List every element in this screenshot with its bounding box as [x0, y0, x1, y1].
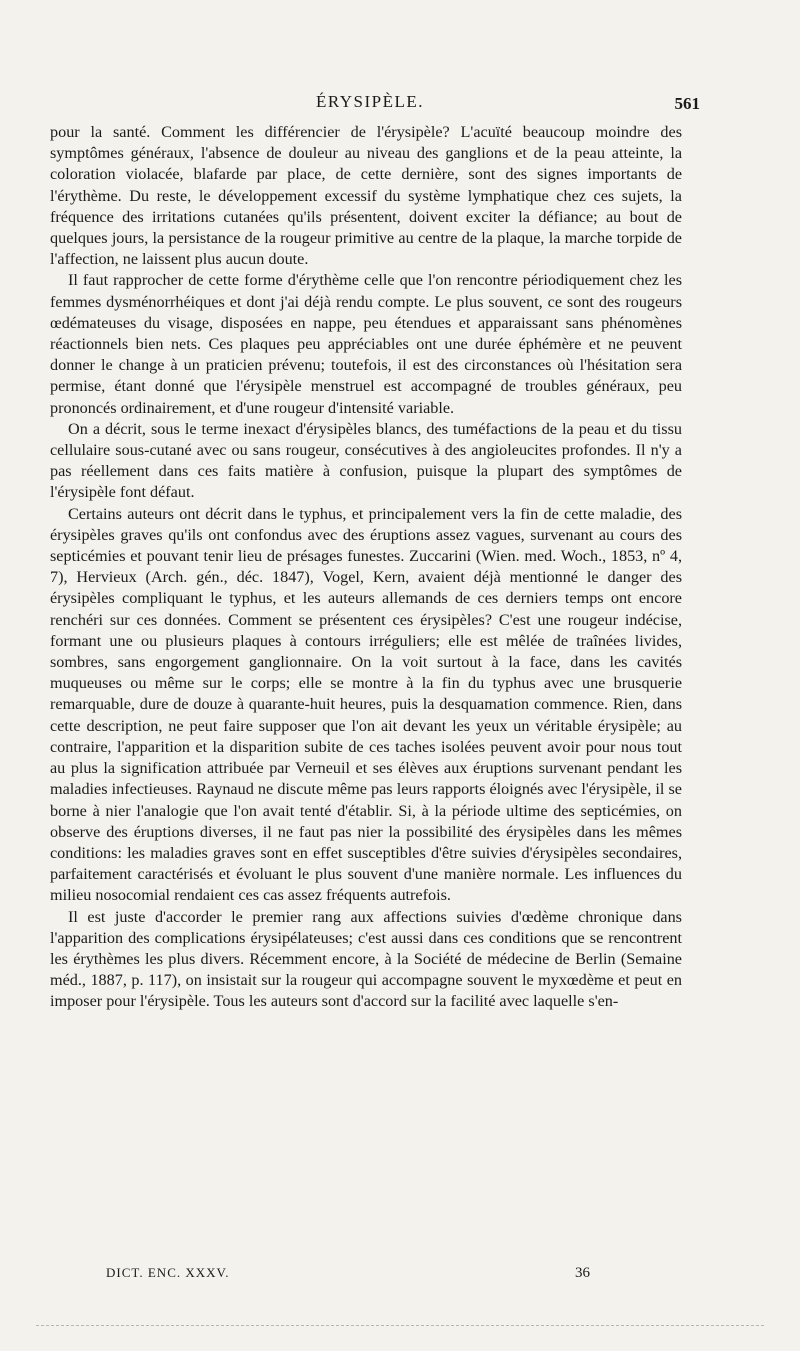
body-text [50, 122, 682, 1013]
page-number: 561 [674, 94, 700, 113]
paragraph: On a décrit, sous le terme inexact d'érysipèles blancs, des tuméfactions de la peau et du tissu cellulaire sous-cutané avec ou sans rougeur, consécutives à des angioleucites profondes. Il n'y a pas réellement dans ces faits matière à confusion, puisque la plupart des symptômes de l'érysipèle font défaut. [50, 419, 682, 502]
page-header [50, 92, 700, 122]
paragraph: pour la santé. Comment les différencier de l'érysipèle? L'acuïté beaucoup moindre des symptômes généraux, l'absence de douleur au niveau des ganglions et de la peau atteinte, la coloration violacée, blafarde par place, de cette dernière, sont des signes importants de l'érythème. Du reste, le développement excessif du système lymphatique chez ces sujets, la fréquence des irritations cutanées qu'ils présentent, doivent exciter la défiance; au bout de quelques jours, la persistance de la rougeur primitive au centre de la plaque, la marche torpide de l'affection, ne laissent plus aucun doute. [50, 123, 682, 269]
sheet-number: 36 [575, 1265, 590, 1281]
paragraph: Certains auteurs ont décrit dans le typhus, et principalement vers la fin de cette maladie, des érysipèles graves qu'ils ont confondus avec des éruptions assez vagues, survenant au cours des septicémies et pouvant tenir lieu de présages funestes. Zuccarini (Wien. med. Woch., 1853, nº 4, 7), Hervieux (Arch. gén., déc. 1847), Vogel, Kern, avaient déjà mentionné le danger des érysipèles compliquant le typhus, et les auteurs allemands de ces derniers temps ont encore renchéri sur ces données. Comment se présentent ces érysipèles? C'est une rougeur indécise, formant une ou plusieurs plaques à contours irréguliers; elle est mêlée de traînées livides, sombres, sans engorgement ganglionnaire. On la voit surtout à la face, dans les cavités muqueuses ou même sur le corps; elle se montre à la fin du typhus avec une brusquerie remarquable, dure de douze à quarante-huit heures, puis la desquamation commence. Rien, dans cette description, ne peut faire supposer que l'on ait devant les yeux un véritable érysipèle; au contraire, l'apparition et la disparition subite de ces taches isolées peuvent avoir pour nous tout au plus la signification attribuée par Verneuil et ses élèves aux éruptions survenant pendant les maladies infectieuses. Raynaud ne discute même pas leurs rapports éloignés avec l'érysipèle, il se borne à nier l'analogie que l'on avait tenté d'établir. Si, à la période ultime des septicémies, on observe des éruptions diverses, il ne faut pas nier la possibilité des érysipèles dans les mêmes conditions: les maladies graves sont en effet susceptibles d'être suivies d'érysipèles secondaires, parfaitement caractérisés et évoluant le plus souvent d'une manière normale. Les influences du milieu nosocomial rendaient ces cas assez fréquents autrefois. [50, 504, 682, 905]
paragraph: Il faut rapprocher de cette forme d'érythème celle que l'on rencontre périodiquement chez les femmes dysménorrhéiques et dont j'ai déjà rendu compte. Le plus souvent, ce sont des rougeurs œdémateuses du visage, disposées en nappe, peu étendues et apparaissant sans phénomènes réactionnels bien nets. Ces plaques peu appréciables ont une durée éphémère et ne peuvent donner le change à un praticien prévenu; toutefois, il est des circonstances où l'hésitation sera permise, étant donné que l'érysipèle menstruel est accompagné de troubles généraux, peu prononcés ordinairement, et d'une rougeur d'intensité variable. [50, 271, 682, 417]
paragraph: Il est juste d'accorder le premier rang aux affections suivies d'œdème chronique dans l'apparition des complications érysipélateuses; c'est aussi dans ces conditions que se rencontrent les érythèmes les plus divers. Récemment encore, à la Société de médecine de Berlin (Semaine méd., 1887, p. 117), on insistait sur la rougeur qui accompagne souvent le myxœdème et peut en imposer pour l'érysipèle. Tous les auteurs sont d'accord sur la facilité avec laquelle s'en- [50, 907, 682, 1011]
bottom-rule [36, 1325, 764, 1326]
running-title: ÉRYSIPÈLE. [315, 92, 425, 111]
page-footer [106, 1265, 590, 1287]
signature-mark: DICT. ENC. XXXV. [106, 1265, 230, 1280]
